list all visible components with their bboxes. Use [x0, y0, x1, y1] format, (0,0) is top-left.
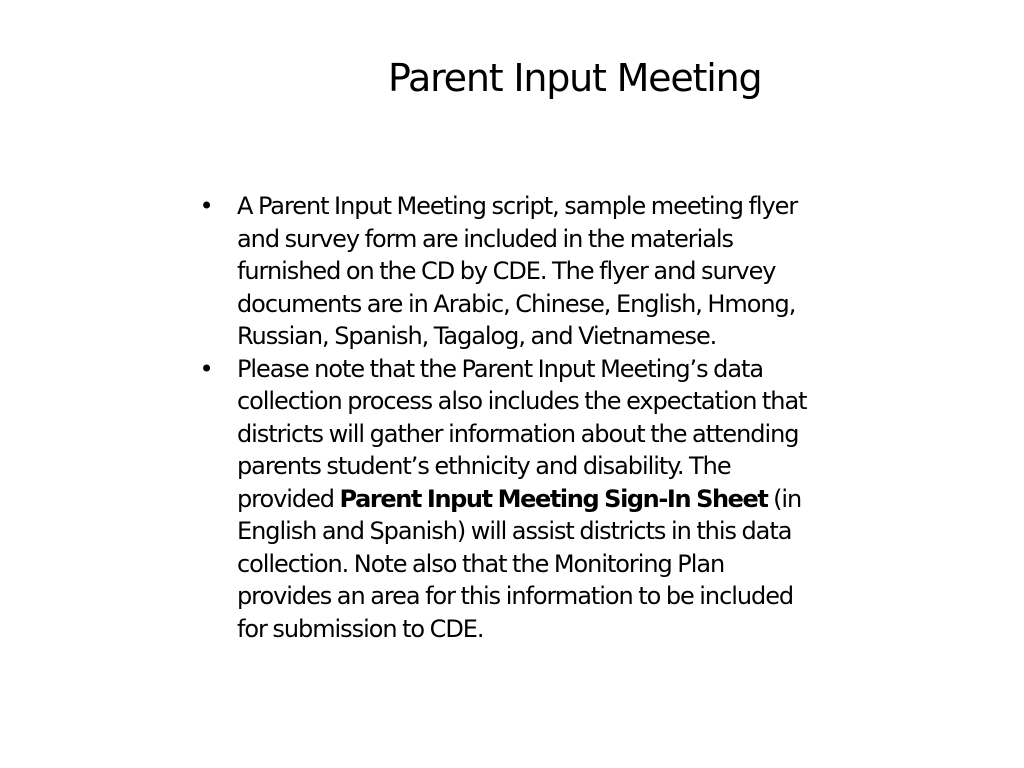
bullet-text: provided	[237, 484, 340, 513]
bullet-item-materials	[196, 190, 976, 353]
bullet-line: A Parent Input Meeting script, sample meeting flyer	[237, 192, 798, 220]
bullet-marker: •	[199, 192, 213, 220]
bullet-line-with-bold	[237, 483, 976, 516]
bullet-list	[196, 190, 976, 645]
bullet-marker: •	[199, 354, 213, 383]
bullet-line: for submission to CDE.	[237, 614, 484, 643]
bullet-line: and survey form are included in the materials	[237, 224, 733, 253]
bullet-line: districts will gather information about the attending	[237, 419, 799, 448]
slide-title: Parent Input Meeting	[388, 56, 762, 100]
bullet-line: English and Spanish) will assist districts in this data	[237, 517, 792, 545]
bullet-line: Please note that the Parent Input Meeting’s data	[237, 354, 764, 383]
bullet-item-data-collection	[196, 353, 976, 646]
bullet-line: Russian, Spanish, Tagalog, and Vietnamese.	[237, 322, 717, 350]
sign-in-sheet-title: Parent Input Meeting Sign-In Sheet	[339, 484, 768, 513]
bullet-line: collection. Note also that the Monitoring Plan	[237, 549, 725, 578]
bullet-line: provides an area for this information to be included	[237, 582, 794, 610]
bullet-line: documents are in Arabic, Chinese, English, Hmong,	[237, 289, 796, 318]
bullet-line: furnished on the CD by CDE. The flyer and survey	[237, 257, 776, 285]
bullet-line: parents student’s ethnicity and disability. The	[237, 452, 731, 480]
bullet-line: collection process also includes the expectation that	[237, 387, 807, 415]
bullet-text: (in	[767, 484, 802, 513]
